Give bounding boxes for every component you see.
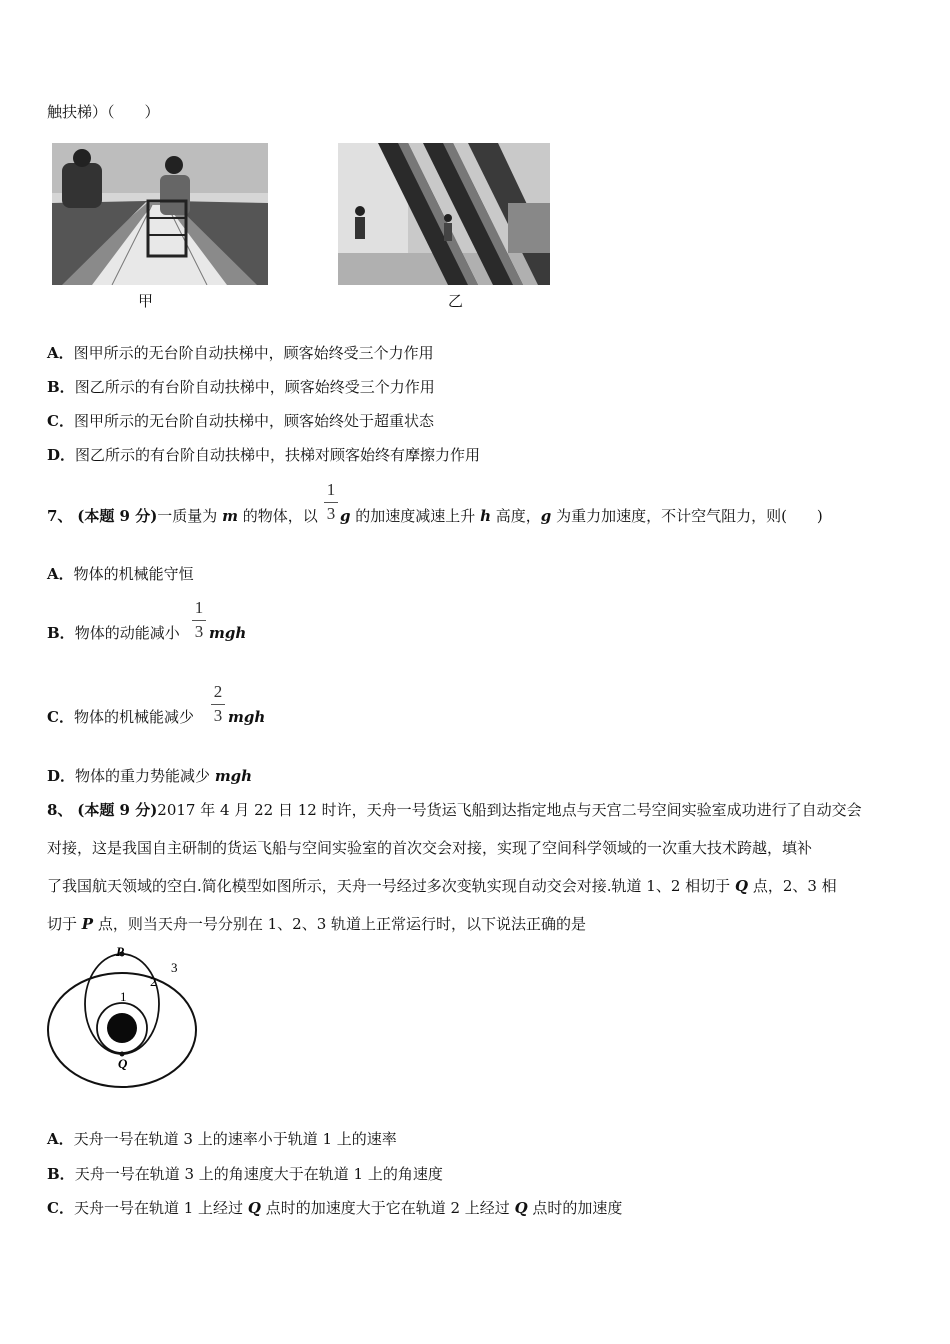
q8-stem-line2: 对接，这是我国自主研制的货运飞船与空间实验室的首次交会对接，实现了空间科学领域的一次重大技术跨越，填补 — [47, 839, 813, 857]
q7-option-a: A．物体的机械能守恒 — [47, 565, 194, 583]
q7-stem-part2: g 的加速度减速上升 h 高度，g 为重力加速度，不计空气阻力，则( ) — [340, 507, 823, 525]
q8-stem-line3: 了我国航天领域的空白.简化模型如图所示，天舟一号经过多次变轨实现自动交会对接.轨道 1、2 相切于 Q 点，2、3 相 — [47, 877, 837, 895]
q6-option-b: B．图乙所示的有台阶自动扶梯中，顾客始终受三个力作用 — [47, 378, 435, 396]
q6-option-d: D．图乙所示的有台阶自动扶梯中，扶梯对顾客始终有摩擦力作用 — [47, 446, 481, 464]
q8-stem-line1: 8、 (本题 9 分)2017 年 4 月 22 日 12 时许，天舟一号货运飞船到达指定地点与天宫二号空间实验室成功进行了自动交会 — [47, 801, 862, 819]
photo-caption-jia: 甲 — [138, 292, 154, 310]
q7-option-c-var: mgh — [228, 708, 266, 726]
q7-option-b-var: mgh — [209, 624, 247, 642]
escalator-photo-jia — [52, 143, 268, 285]
q6-option-a: A．图甲所示的无台阶自动扶梯中，顾客始终受三个力作用 — [47, 344, 434, 362]
q7-option-d: D．物体的重力势能减少 mgh — [47, 767, 253, 785]
escalator-photo-yi — [338, 143, 550, 285]
q7-stem-fraction: 1 3 — [324, 480, 338, 500]
q7-option-b: B．物体的动能减小 — [47, 624, 180, 642]
label-p: P — [116, 944, 124, 959]
label-orbit-3: 3 — [171, 960, 178, 975]
q6-option-c: C．图甲所示的无台阶自动扶梯中，顾客始终处于超重状态 — [47, 412, 434, 430]
photo-caption-yi: 乙 — [448, 292, 464, 310]
label-orbit-2: 2 — [150, 974, 157, 989]
label-q: Q — [118, 1056, 128, 1071]
q7-stem-part1: 7、 (本题 9 分)一质量为 m 的物体，以 — [47, 507, 318, 525]
q6-stem-tail: 触扶梯）（ ） — [47, 103, 160, 121]
q8-stem-line4: 切于 P 点，则当天舟一号分别在 1、2、3 轨道上正常运行时，以下说法正确的是 — [47, 915, 587, 933]
q8-option-c: C．天舟一号在轨道 1 上经过 Q 点时的加速度大于它在轨道 2 上经过 Q 点时的加速度 — [47, 1199, 623, 1217]
earth — [107, 1013, 137, 1043]
q7-option-b-fraction: 1 3 — [192, 598, 206, 618]
q7-option-c-fraction: 2 3 — [211, 682, 225, 702]
orbit-diagram — [40, 944, 205, 1094]
q7-option-c: C．物体的机械能减少 — [47, 708, 194, 726]
q8-option-a: A．天舟一号在轨道 3 上的速率小于轨道 1 上的速率 — [47, 1130, 397, 1148]
q8-option-b: B．天舟一号在轨道 3 上的角速度大于在轨道 1 上的角速度 — [47, 1165, 443, 1183]
label-orbit-1: 1 — [120, 989, 127, 1004]
